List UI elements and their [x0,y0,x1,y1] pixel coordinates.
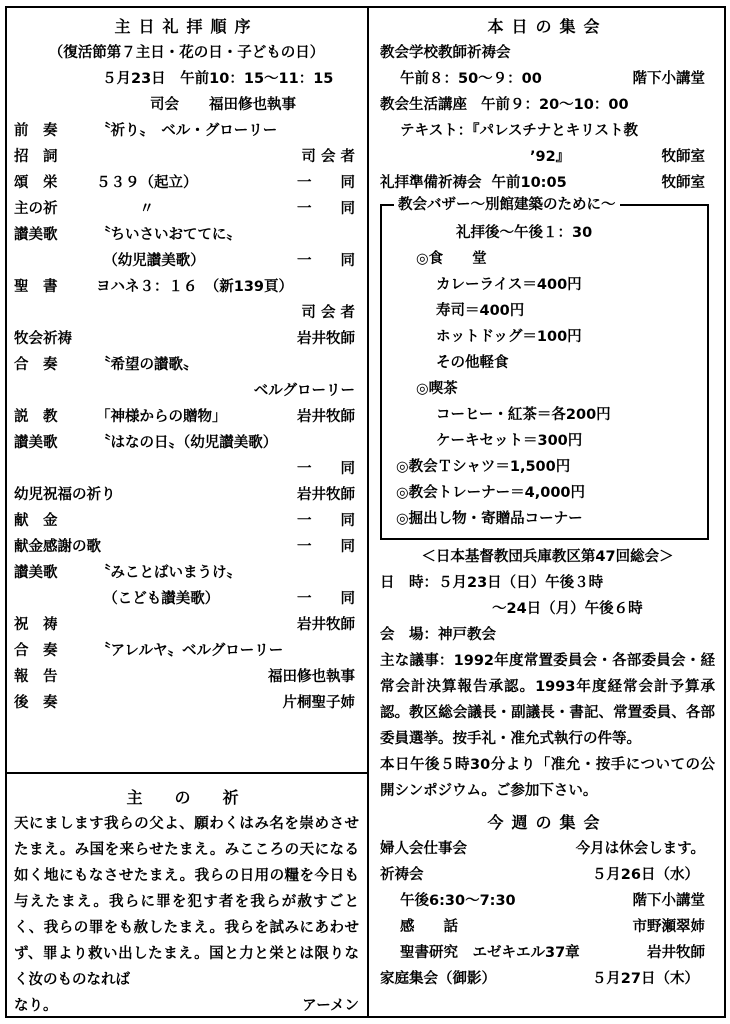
order-item-label: 合 奏 [14,643,58,659]
section-divider [7,772,367,774]
order-item-content: 〃 [96,201,154,217]
order-datetime: ５月23日 午前10：15〜11：15 [102,71,334,87]
order-item [14,586,359,612]
bazaar-item: ◎教会トレーナー＝4,000円 [396,485,586,501]
bazaar-item: カレーライス＝400円 [436,277,582,293]
order-item [14,326,359,352]
order-item-label: 幼児祝福の祈り [14,487,116,503]
bazaar-box [380,197,709,540]
week-title: 今週の集会 [487,813,608,832]
order-item-person: 福田修也執事 [268,669,355,685]
order-item-label: 讃美歌 [14,435,58,451]
assembly-date: 日 時：５月23日（日）午後３時 [380,575,604,591]
order-item-label: 献 金 [14,513,58,529]
order-item [14,144,359,170]
order-item-content [96,300,301,326]
order-item-person: 一 同 [297,201,355,217]
order-item-label [14,300,96,326]
order-item [14,118,359,144]
order-item-label: 説 教 [14,409,58,425]
order-item-label [14,378,96,404]
meeting-name: 教会生活講座 午前９：20〜10：00 [380,97,629,113]
week-meeting: 婦人会仕事会 今月は休会します。 [380,841,705,857]
order-item-person [355,638,359,664]
bazaar-item: コーヒー・紅茶＝各200円 [436,407,611,423]
order-item [14,300,359,326]
bazaar-item: ◎食 堂 [416,251,487,267]
order-item-content [96,456,297,482]
order-item-label: 前 奏 [14,123,58,139]
order-item-content: ヨハネ３：１６ （新139頁） [96,279,294,295]
order-item [14,248,359,274]
assembly-symposium: 本日午後５時30分より「准允・按手についての公開シンポジウム。ご参加下さい。 [380,757,715,799]
order-item-content: 「神様からの贈物」 [96,409,227,425]
order-item [14,352,359,378]
order-item-content [96,378,254,404]
order-item [14,274,359,300]
prayer-text: 天にまします我らの父よ、願わくはみ名を崇めさせたまえ。み国を来らせたまえ。みこころの天になる如く地にもなさせたまえ。我らの日用の糧を今日も与えたまえ。我らに罪を犯す者を我らが赦すごとく、我らの罪をも赦したまえ。我らを試みにあわせず、罪より救い出したまえ。国と力と栄とは限りなく汝のものなれば [14,816,359,988]
notices [380,14,715,992]
order-item [14,378,359,404]
order-item-person: 司 会 者 [301,305,355,321]
order-item-label: 報 告 [14,669,58,685]
order-item [14,222,359,248]
order-item-person: 一 同 [297,175,355,191]
week-detail: 聖書研究 エゼキエル37章 岩井牧師 [400,945,705,961]
prayer-title: 主 の 祈 [126,788,247,807]
bazaar-list [396,246,699,532]
order-list [14,118,359,716]
order-item-label [14,586,96,612]
order-item-content [96,664,268,690]
prayer-ending: なり。 アーメン [14,998,359,1014]
order-item-person: 片桐聖子姉 [282,695,355,711]
worship-order [14,14,359,716]
assembly-agenda: 主な議事：1992年度常置委員会・各部委員会・経常会計決算報告承認。1993年度経常会計予算承認。教区総会議長・副議長・書記、常置委員、各部委員選挙。按手礼・准允式執行の件等。 [380,653,715,747]
order-item [14,196,359,222]
order-item [14,456,359,482]
bazaar-item: ◎掘出し物・寄贈品コーナー [396,511,583,527]
order-item-label: 後 奏 [14,695,58,711]
order-item-content: 〝はなの日〟（幼児讃美歌） [96,435,278,451]
order-item-person: 司 会 者 [301,149,355,165]
order-item-person: 岩井牧師 [297,487,355,503]
order-item [14,508,359,534]
week-meeting: 家庭集会（御影） ５月27日（木） [380,971,699,987]
order-item-person: ベルグローリー [253,383,355,399]
order-item-person: 岩井牧師 [297,617,355,633]
lords-prayer [14,785,359,1019]
order-item [14,690,359,716]
order-item [14,404,359,430]
bazaar-item: ◎教会Ｔシャツ＝1,500円 [396,459,571,475]
order-item-person [355,430,359,456]
order-item-person [355,118,359,144]
order-item-person: 一 同 [297,539,355,555]
order-item-content [96,144,301,170]
order-item [14,560,359,586]
order-item-person: 一 同 [297,591,355,607]
order-item-label: 主の祈 [14,201,58,217]
order-item-content: 〝希望の讃歌〟 [96,357,198,373]
order-item-person: 一 同 [297,253,355,269]
order-item-content: 〝祈り〟 ベル・グローリー [96,123,278,139]
order-title: 主日礼拝順序 [114,17,259,36]
order-item [14,534,359,560]
bazaar-item: ホットドッグ＝100円 [436,329,582,345]
bazaar-title: 教会バザー〜別館建築のために〜 [394,192,620,218]
order-item-person [355,352,359,378]
order-item [14,482,359,508]
order-item-label: 聖 書 [14,279,58,295]
order-item-person [355,222,359,248]
order-item-content: 〝みことばいまうけ〟 [96,565,241,581]
order-item-label: 頌 栄 [14,175,58,191]
order-presider: 司会 福田修也執事 [150,97,296,113]
order-item-person: 岩井牧師 [297,331,355,347]
order-item-label: 牧会祈祷 [14,331,72,347]
order-item-label [14,456,96,482]
order-item-person [355,274,359,300]
assembly-venue: 会 場：神戸教会 [380,627,496,643]
today-title: 本日の集会 [487,17,608,36]
order-item-person: 岩井牧師 [297,409,355,425]
week-detail: 午後6:30〜7:30 階下小講堂 [400,893,705,909]
order-item-content: 〝アレルヤ〟ベルグローリー [96,643,284,659]
order-item-content [96,612,297,638]
order-item-label: 献金感謝の歌 [14,539,101,555]
order-subtitle: （復活節第７主日・花の日・子どもの日） [48,45,325,61]
week-meeting: 祈祷会 ５月26日（水） [380,867,699,883]
order-item-label: 合 奏 [14,357,58,373]
bazaar-item: 寿司＝400円 [436,303,525,319]
order-item-content: ５３９（起立） [96,175,198,191]
meeting-detail: ’92』 牧師室 [530,149,705,165]
order-item-label: 讃美歌 [14,565,58,581]
order-item-label: 祝 祷 [14,617,58,633]
order-item [14,664,359,690]
order-item [14,612,359,638]
assembly-title: ＜日本基督教団兵庫教区第47回総会＞ [421,549,674,565]
meeting-text: テキスト：『パレスチナとキリスト教 [400,123,638,139]
order-item [14,430,359,456]
meeting-detail: 午前８：50〜９：00 階下小講堂 [400,71,705,87]
bazaar-time: 礼拝後〜午後１：30 [456,225,593,241]
order-item-content [96,690,283,716]
order-item-label: 讃美歌 [14,227,58,243]
order-item-content: 〝ちいさいおててに〟 [96,227,241,243]
meeting-name: 教会学校教師祈祷会 [380,45,511,61]
order-item-label [14,248,96,274]
meeting-name: 礼拝準備祈祷会 午前10:05 牧師室 [380,175,705,191]
order-item-person: 一 同 [297,461,355,477]
order-item-content: （幼児讃美歌） [96,253,205,269]
order-item-content: （こども讃美歌） [96,591,220,607]
order-item-content [96,508,297,534]
order-item [14,638,359,664]
column-divider [367,8,369,1016]
order-item-content [101,534,297,560]
order-item-content [96,326,297,352]
order-item-person [355,560,359,586]
order-item-content [116,482,298,508]
order-item-person: 一 同 [297,513,355,529]
bazaar-item: ◎喫茶 [416,381,458,397]
bazaar-item: ケーキセット＝300円 [436,433,583,449]
bazaar-item: その他軽食 [436,355,509,371]
order-item-label: 招 詞 [14,149,58,165]
week-detail: 感 話 市野瀬翠姉 [400,919,705,935]
order-item [14,170,359,196]
assembly-date: 〜24日（月）午後６時 [492,601,643,617]
